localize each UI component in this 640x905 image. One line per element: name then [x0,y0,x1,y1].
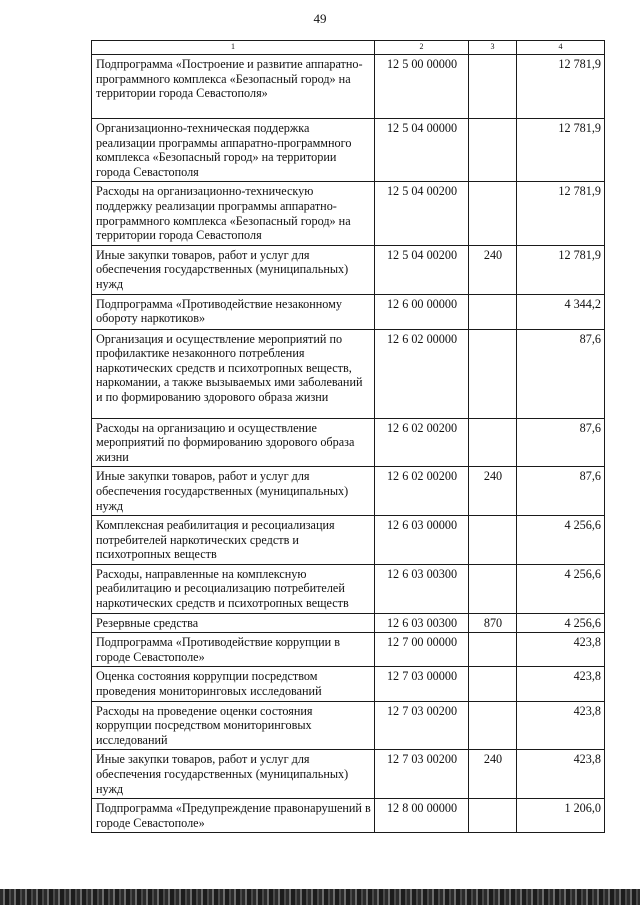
row-code: 12 6 02 00200 [375,467,469,516]
row-type: 240 [469,467,517,516]
row-sum: 4 256,6 [517,564,605,613]
page-number: 49 [313,11,327,26]
row-code: 12 7 03 00000 [375,667,469,701]
row-sum: 423,8 [517,667,605,701]
row-name: Подпрограмма «Противодействие незаконному обороту наркотиков» [92,294,375,329]
row-type [469,329,517,418]
row-type [469,701,517,750]
table-row [92,613,605,633]
row-code: 12 8 00 00000 [375,799,469,833]
row-type: 870 [469,613,517,633]
row-code: 12 5 00 00000 [375,55,469,119]
scan-edge-artifact [0,889,640,905]
row-sum: 4 344,2 [517,294,605,329]
row-sum: 4 256,6 [517,613,605,633]
row-code: 12 7 03 00200 [375,701,469,750]
table-row [92,564,605,613]
row-sum: 12 781,9 [517,119,605,182]
row-name: Комплексная реабилитация и ресоциализация потребителей наркотических средств и психотропных веществ [92,516,375,565]
table-row [92,467,605,516]
row-code: 12 5 04 00200 [375,245,469,294]
row-code: 12 6 03 00300 [375,613,469,633]
row-name: Оценка состояния коррупции посредством проведения мониторинговых исследований [92,667,375,701]
row-name: Резервные средства [92,613,375,633]
row-code: 12 6 03 00000 [375,516,469,565]
row-type [469,418,517,467]
row-sum: 423,8 [517,633,605,667]
row-type: 240 [469,245,517,294]
row-name: Иные закупки товаров, работ и услуг для обеспечения государственных (муниципальных) нужд [92,467,375,516]
row-name: Расходы на организационно-техническую поддержку реализации программы аппаратно-программного комплекса «Безопасный город» на территории города Севастополя [92,182,375,245]
row-sum: 423,8 [517,750,605,799]
row-code: 12 6 03 00300 [375,564,469,613]
row-type [469,294,517,329]
row-sum: 4 256,6 [517,516,605,565]
table-row [92,516,605,565]
table-row [92,667,605,701]
row-sum: 87,6 [517,329,605,418]
table-row [92,329,605,418]
row-name: Организационно-техническая поддержка реализации программы аппаратно-программного комплекса «Безопасный город» на территории города Севастополя [92,119,375,182]
row-name: Расходы на проведение оценки состояния коррупции посредством мониторинговых исследований [92,701,375,750]
row-name: Расходы на организацию и осуществление мероприятий по формированию здорового образа жизни [92,418,375,467]
column-header-type: 3 [469,41,517,55]
row-type [469,799,517,833]
row-sum: 87,6 [517,418,605,467]
row-sum: 423,8 [517,701,605,750]
table-row [92,633,605,667]
row-code: 12 6 00 00000 [375,294,469,329]
row-name: Иные закупки товаров, работ и услуг для обеспечения государственных (муниципальных) нужд [92,245,375,294]
row-sum: 12 781,9 [517,245,605,294]
table-row [92,182,605,245]
row-sum: 1 206,0 [517,799,605,833]
row-type [469,564,517,613]
row-sum: 12 781,9 [517,182,605,245]
table-row [92,119,605,182]
row-name: Подпрограмма «Противодействие коррупции в городе Севастополе» [92,633,375,667]
row-code: 12 6 02 00200 [375,418,469,467]
table-row [92,294,605,329]
row-type [469,55,517,119]
table-row [92,750,605,799]
row-code: 12 5 04 00000 [375,119,469,182]
row-name: Организация и осуществление мероприятий по профилактике незаконного потребления наркотических средств и психотропных веществ, наркомании, а также вызываемых ими заболеваний и по формированию здорового образа жизни [92,329,375,418]
row-name: Подпрограмма «Предупреждение правонарушений в городе Севастополе» [92,799,375,833]
row-type [469,516,517,565]
row-sum: 12 781,9 [517,55,605,119]
column-header-code: 2 [375,41,469,55]
row-type [469,667,517,701]
table-header-row [92,41,605,55]
row-name: Подпрограмма «Построение и развитие аппаратно-программного комплекса «Безопасный город» на территории города Севастополя» [92,55,375,119]
table-row [92,799,605,833]
table-row [92,701,605,750]
row-code: 12 7 03 00200 [375,750,469,799]
table-row [92,245,605,294]
row-type [469,182,517,245]
table-row [92,55,605,119]
row-type [469,633,517,667]
row-name: Расходы, направленные на комплексную реабилитацию и ресоциализацию потребителей наркотических средств и психотропных веществ [92,564,375,613]
column-header-sum: 4 [517,41,605,55]
row-type [469,119,517,182]
budget-table [91,40,605,833]
column-header-name: 1 [92,41,375,55]
row-type: 240 [469,750,517,799]
row-code: 12 5 04 00200 [375,182,469,245]
row-sum: 87,6 [517,467,605,516]
table-row [92,418,605,467]
row-code: 12 7 00 00000 [375,633,469,667]
row-code: 12 6 02 00000 [375,329,469,418]
row-name: Иные закупки товаров, работ и услуг для обеспечения государственных (муниципальных) нужд [92,750,375,799]
